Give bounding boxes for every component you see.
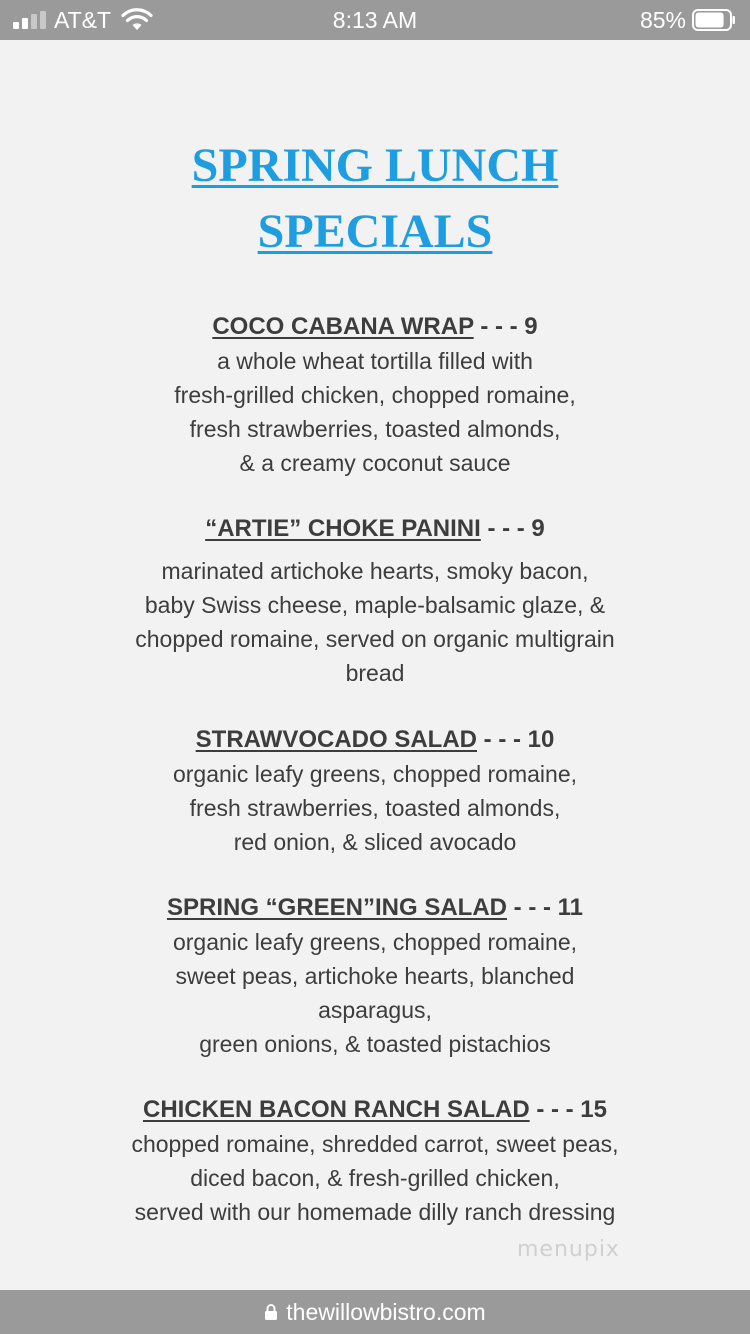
menu-page: [0, 40, 750, 1290]
menu-item: [0, 723, 750, 859]
menu-item-heading: [0, 512, 750, 546]
menu-item-price: - - - 9: [480, 515, 545, 542]
menu-item-description: sweet peas, artichoke hearts, blanched: [175, 963, 575, 989]
menu-item: [0, 1093, 750, 1229]
battery-percent: 85%: [639, 7, 686, 33]
menu-title-line2: SPECIALS: [257, 205, 493, 258]
menu-item-description: chopped romaine, shredded carrot, sweet peas,: [131, 1131, 619, 1157]
menu-item-heading: [0, 891, 750, 925]
menu-item-description: marinated artichoke hearts, smoky bacon,: [161, 558, 589, 584]
menu-item: [0, 310, 750, 480]
menu-item-description: chopped romaine, served on organic multigrain: [135, 626, 615, 652]
url-text: thewillowbistro.com: [286, 1299, 486, 1325]
menu-item-description: asparagus,: [318, 997, 432, 1023]
menu-item-description: & a creamy coconut sauce: [239, 450, 511, 476]
menu-item-description: served with our homemade dilly ranch dressing: [134, 1199, 616, 1225]
menu-item-heading: [0, 310, 750, 344]
menu-item-name: SPRING “GREEN”ING SALAD: [166, 894, 507, 921]
menu-item-description: organic leafy greens, chopped romaine,: [172, 761, 578, 787]
menu-item-name: STRAWVOCADO SALAD: [195, 726, 477, 753]
menu-item-description: diced bacon, & fresh-grilled chicken,: [190, 1165, 560, 1191]
url-display[interactable]: [0, 1298, 750, 1326]
menu-item-description: a whole wheat tortilla filled with: [217, 348, 533, 374]
menu-item-name: COCO CABANA WRAP: [212, 313, 474, 340]
menu-title-line1: SPRING LUNCH: [191, 139, 559, 192]
menu-item: [0, 891, 750, 1061]
menu-item-description: organic leafy greens, chopped romaine,: [172, 929, 578, 955]
menu-item-name: CHICKEN BACON RANCH SALAD: [142, 1096, 530, 1123]
menu-item-price: - - - 10: [477, 726, 555, 753]
menu-item-price: - - - 9: [473, 313, 538, 340]
menu-item-heading: [0, 723, 750, 757]
lock-icon: [264, 1303, 278, 1321]
menu-item-name: “ARTIE” CHOKE PANINI: [205, 515, 481, 542]
menu-item-description: fresh strawberries, toasted almonds,: [189, 795, 561, 821]
url-bar[interactable]: [0, 1290, 750, 1334]
menu-item-description: fresh strawberries, toasted almonds,: [189, 416, 561, 442]
carrier-label: AT&T: [54, 7, 112, 33]
status-bar: [0, 0, 750, 40]
menu-item-price: - - - 15: [529, 1096, 607, 1123]
menu-item-heading: [0, 1093, 750, 1127]
menu-item-description: red onion, & sliced avocado: [233, 829, 517, 855]
menu-item-description: green onions, & toasted pistachios: [199, 1031, 551, 1057]
menu-item-price: - - - 11: [507, 894, 584, 921]
watermark: menupix: [517, 1237, 620, 1262]
menu-item: [0, 512, 750, 690]
menu-item-description: fresh-grilled chicken, chopped romaine,: [174, 382, 576, 408]
menu-item-description: bread: [345, 660, 405, 686]
clock: 8:13 AM: [332, 7, 418, 33]
battery-icon: [692, 9, 736, 31]
menu-item-description: baby Swiss cheese, maple-balsamic glaze, &: [144, 592, 606, 618]
